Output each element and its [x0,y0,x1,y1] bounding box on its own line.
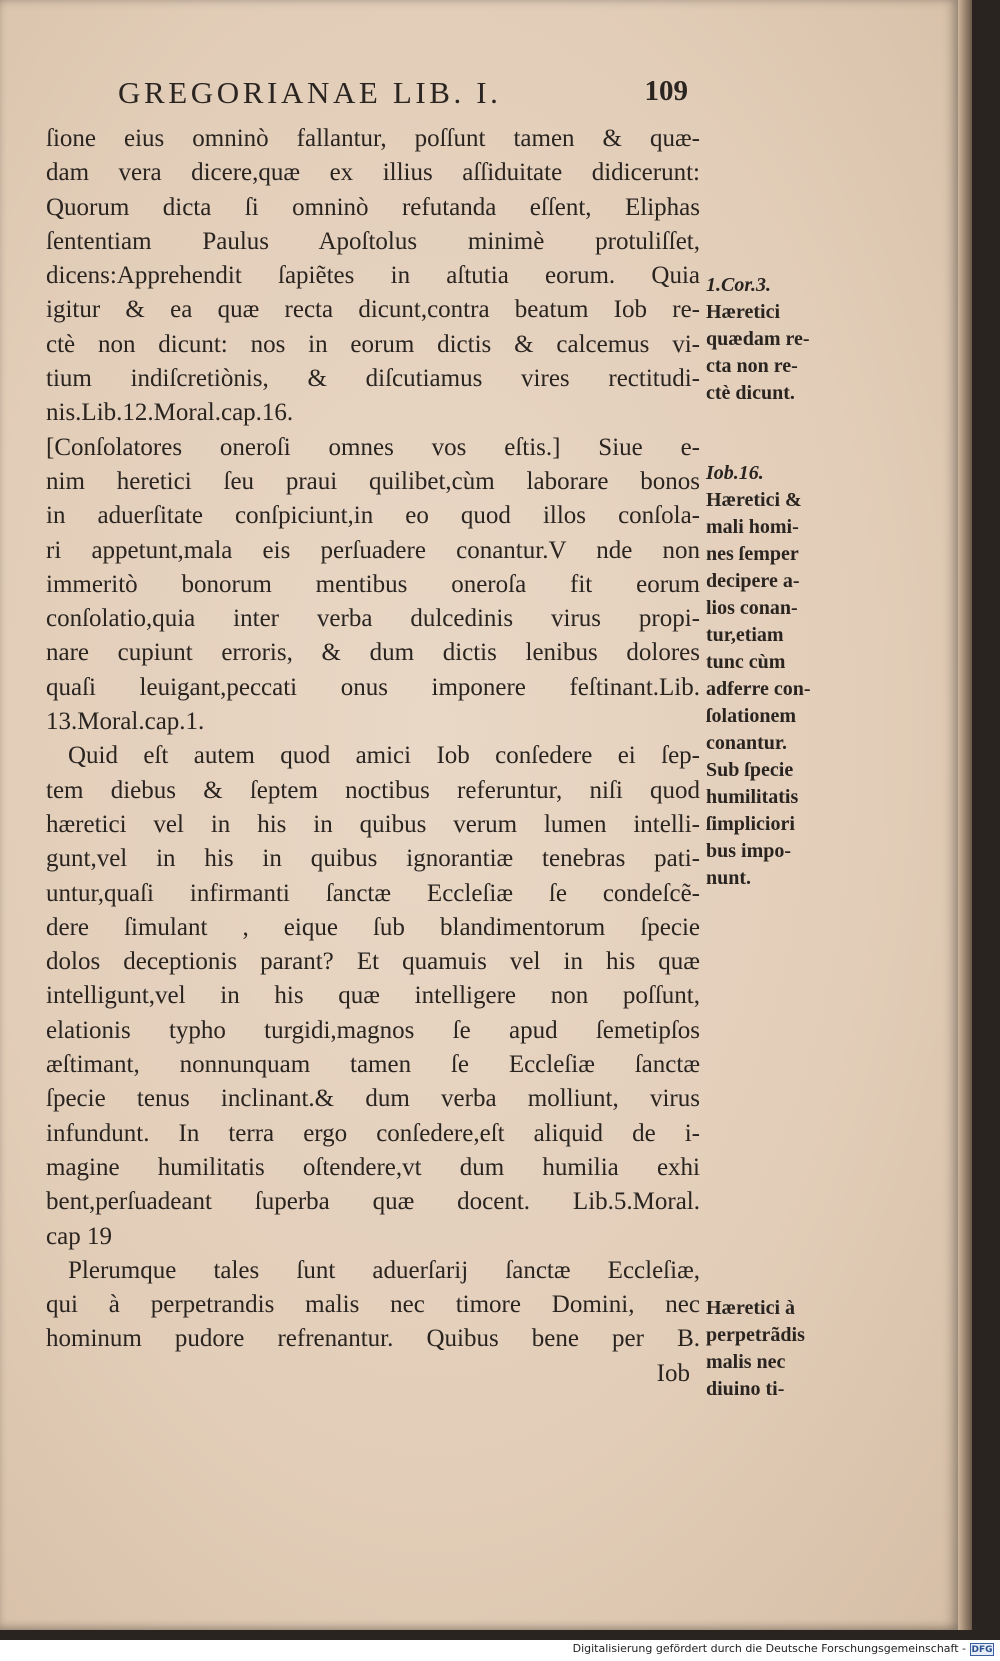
text-line: igitur & ea quæ recta dicunt,contra beatum Iob re- [46,296,700,324]
margin-line: cta non re- [706,355,798,377]
text-line: [Conſolatores oneroſi omnes vos eſtis.] Siue e- [46,433,700,461]
margin-line: quædam re- [706,328,810,350]
margin-line: humilitatis [706,786,799,808]
margin-line: adferre con- [706,678,811,700]
text-line: quaſi leuigant,peccati onus imponere feſtinant.Lib. [46,673,700,701]
margin-line: tur,etiam [706,624,784,646]
main-text-column [46,122,700,1391]
text-line: dicens:Apprehendit ſapiẽtes in aſtutia eorum. Quia [46,262,700,290]
text-line: nis.Lib.12.Moral.cap.16. [46,399,294,427]
margin-line: mali homi- [706,516,799,538]
page-edge-shadow [958,0,972,1630]
text-line: nim heretici ſeu praui quilibet,cùm laborare bonos [46,467,700,495]
footer-bar [0,1640,1000,1661]
text-line: magine humilitatis oſtendere,vt dum humilia exhi [46,1153,700,1181]
text-line: gunt,vel in his in quibus ignorantiæ tenebras pati- [46,845,700,873]
text-line: æſtimant, nonnunquam tamen ſe Eccleſiæ ſanctæ [46,1051,700,1079]
margin-line: ctè dicunt. [706,382,795,404]
margin-line: ſolationem [706,705,796,727]
text-line: qui à perpetrandis malis nec timore Domini, nec [46,1291,700,1319]
text-line: cap 19 [46,1222,112,1250]
margin-line: Iob.16. [706,462,764,484]
text-line: tem diebus & ſeptem noctibus referuntur, niſi quod [46,776,700,804]
running-title: GREGORIANAE LIB. I. [118,75,502,110]
margin-line: Hæretici & [706,489,802,511]
margin-line: 1.Cor.3. [706,274,772,296]
text-line: ſpecie tenus inclinant.& dum verba molliunt, virus [46,1085,700,1113]
margin-line: nunt. [706,867,752,889]
page-number: 109 [644,75,688,107]
text-line: Quorum dicta ſi omninò refutanda eſſent, Eliphas [46,193,700,221]
text-line: ſione eius omninò fallantur, poſſunt tamen & quæ- [46,125,700,152]
margin-line: conantur. [706,732,787,754]
text-line: in aduerſitate conſpiciunt,in eo quod illos conſola- [46,502,700,530]
margin-line: decipere a- [706,570,800,592]
digitization-credit: Digitalisierung gefördert durch die Deutsche Forschungsgemeinschaft - [572,1642,966,1655]
margin-note [706,272,826,407]
margin-line: ſimpliciori [706,813,795,835]
text-line: hæretici vel in his in quibus verum lumen intelli- [46,810,700,838]
text-line: Quid eſt autem quod amici Iob conſedere ei ſep- [68,742,700,770]
text-line: immeritò bonorum mentibus oneroſa fit eorum [46,570,700,598]
text-line: bent,perſuadeant ſuperba quæ docent. Lib.5.Moral. [46,1188,700,1216]
margin-line: nes ſemper [706,543,799,565]
text-line: dam vera dicere,quæ ex illius aſſiduitate didicerunt: [46,159,700,187]
margin-note [706,1295,826,1403]
margin-line: Hæretici à [706,1297,796,1319]
page-header [118,75,688,119]
text-line: nare cupiunt erroris, & dum dictis lenibus dolores [46,639,700,667]
margin-line: perpetrãdis [706,1324,805,1346]
margin-line: Hæretici [706,301,781,323]
margin-line: tunc cùm [706,651,786,673]
margin-line: bus impo- [706,840,792,862]
catchword: Iob [656,1359,690,1387]
text-line: Plerumque tales ſunt aduerſarij ſanctæ Eccleſiæ, [68,1256,700,1284]
text-line: hominum pudore refrenantur. Quibus bene per B. [46,1325,700,1353]
margin-line: Sub ſpecie [706,759,794,781]
text-line: dere ſimulant , eique ſub blandimentorum ſpecie [46,913,700,941]
margin-note [706,460,826,892]
text-line: tium indiſcretiònis, & diſcutiamus vires rectitudi- [46,365,700,393]
text-line: ſententiam Paulus Apoſtolus minimè protuliſſet, [46,227,700,255]
margin-line: malis nec [706,1351,786,1373]
text-line: ctè non dicunt: nos in eorum dictis & calcemus vi- [46,330,700,358]
text-line: infundunt. In terra ergo conſedere,eſt aliquid de i- [46,1119,700,1147]
text-line: ri appetunt,mala eis perſuadere conantur.V nde non [46,536,700,564]
text-line: elationis typho turgidi,magnos ſe apud ſemetipſos [46,1016,700,1044]
text-line: 13.Moral.cap.1. [46,708,205,736]
text-line: dolos deceptionis parant? Et quamuis vel in his quæ [46,948,700,976]
text-line: intelligunt,vel in his quæ intelligere non poſſunt, [46,982,700,1010]
text-line: untur,quaſi infirmanti ſanctæ Eccleſiæ ſe condeſcẽ- [46,879,700,907]
margin-line: lios conan- [706,597,798,619]
dfg-logo: DFG [971,1645,993,1655]
margin-line: diuino ti- [706,1378,785,1400]
text-line: conſolatio,quia inter verba dulcedinis virus propi- [46,605,700,633]
